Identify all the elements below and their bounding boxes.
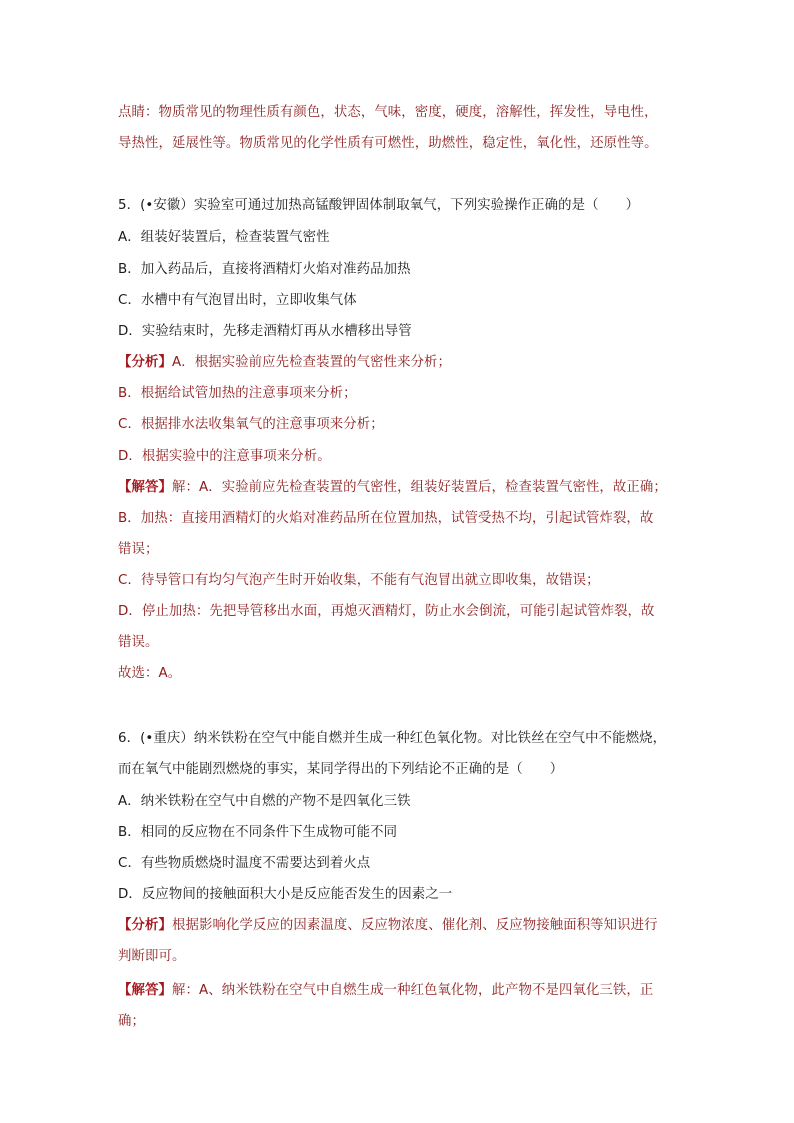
q5-answer-b-cont: 错误； [118, 542, 159, 557]
q5-answer-d-cont: 错误。 [118, 635, 159, 650]
analysis-tag: 【分析】 [118, 918, 172, 933]
q5-stem: 5．(•安徽）实验室可通过加热高锰酸钾固体制取氧气，下列实验操作正确的是（ ） [118, 198, 640, 213]
q6-stem-2: 而在氧气中能剧烈燃烧的事实，某同学得出的下列结论不正确的是（ ） [118, 762, 564, 777]
q6-option-b: B．相同的反应物在不同条件下生成物可能不同 [118, 825, 398, 840]
q5-choice: 故选：A。 [118, 666, 182, 681]
q6-option-a: A．纳米铁粉在空气中自燃的产物不是四氧化三铁 [118, 794, 411, 809]
q6-option-c: C．有些物质燃烧时温度不需要达到着火点 [118, 856, 371, 871]
q6-answer-text-1: 解：A、纳米铁粉在空气中自燃生成一种红色氧化物，此产物不是四氧化三铁，正 [171, 983, 654, 998]
answer-tag: 【解答】 [118, 983, 172, 998]
analysis-tag: 【分析】 [118, 355, 172, 370]
q6-answer-line-1 [118, 981, 678, 1001]
q5-answer-b: B．加热：直接用酒精灯的火焰对准药品所在位置加热，试管受热不均，引起试管炸裂，故 [118, 511, 654, 526]
q5-analysis-d: D．根据实验中的注意事项来分析。 [118, 449, 331, 464]
q5-analysis-line-1 [118, 353, 678, 373]
tip-line-1: 点睛：物质常见的物理性质有颜色，状态，气味，密度，硬度，溶解性，挥发性，导电性， [118, 105, 658, 120]
tip-line-2: 导热性，延展性等。物质常见的化学性质有可燃性，助燃性，稳定性，氧化性，还原性等。 [118, 136, 658, 151]
q6-stem-1: 6．(•重庆）纳米铁粉在空气中能自燃并生成一种红色氧化物。对比铁丝在空气中不能燃烧， [118, 731, 667, 746]
q6-analysis-text-2: 判断即可。 [118, 949, 186, 964]
q5-answer-c: C．待导管口有均匀气泡产生时开始收集，不能有气泡冒出就立即收集，故错误； [118, 573, 600, 588]
q5-option-d: D．实验结束时，先移走酒精灯再从水槽移出导管 [118, 324, 412, 339]
q5-analysis-c: C．根据排水法收集氧气的注意事项来分析； [118, 417, 384, 432]
answer-tag: 【解答】 [118, 480, 172, 495]
q5-answer-d: D．停止加热：先把导管移出水面，再熄灭酒精灯，防止水会倒流，可能引起试管炸裂，故 [118, 604, 655, 619]
q5-option-b: B．加入药品后，直接将酒精灯火焰对准药品加热 [118, 262, 411, 277]
q5-analysis-a: A．根据实验前应先检查装置的气密性来分析； [171, 355, 452, 370]
q6-analysis-text-1: 根据影响化学反应的因素温度、反应物浓度、催化剂、反应物接触面积等知识进行 [171, 918, 658, 933]
q5-option-a: A．组装好装置后，检查装置气密性 [118, 230, 330, 245]
q6-option-d: D．反应物间的接触面积大小是反应能否发生的因素之一 [118, 887, 453, 902]
q5-option-c: C．水槽中有气泡冒出时，立即收集气体 [118, 293, 357, 308]
q6-answer-text-2: 确； [118, 1014, 145, 1029]
q5-analysis-b: B．根据给试管加热的注意事项来分析； [118, 386, 357, 401]
q6-analysis-line-1 [118, 916, 678, 936]
q5-answer-line-1 [118, 478, 678, 498]
q5-answer-a: 解：A．实验前应先检查装置的气密性，组装好装置后，检查装置气密性，故正确； [171, 480, 667, 495]
